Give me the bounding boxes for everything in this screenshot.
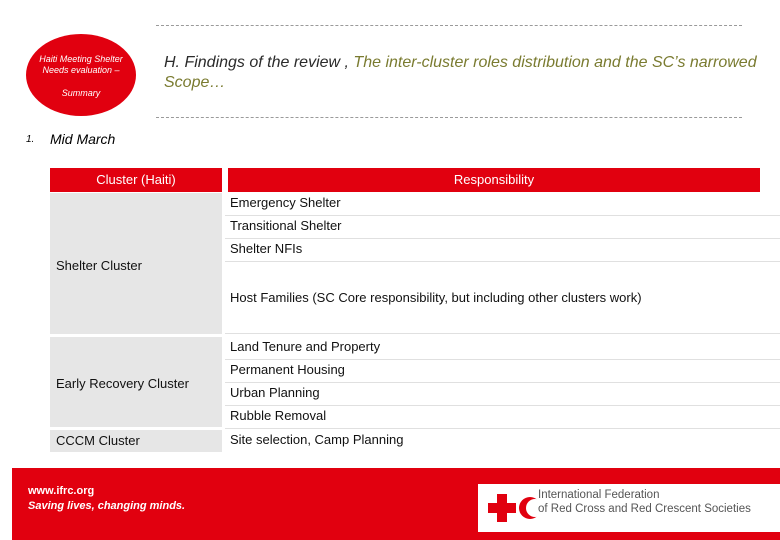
- responsibility-row: Shelter NFIs: [225, 241, 780, 262]
- subheading: Mid March: [50, 131, 116, 147]
- responsibility-row: Emergency Shelter: [225, 195, 780, 216]
- org-line-2: of Red Cross and Red Crescent Societies: [538, 503, 751, 515]
- responsibility-row: Host Families (SC Core responsibility, but including other clusters work): [225, 290, 780, 334]
- cluster-cell-cccm: [50, 430, 222, 452]
- responsibility-row: Permanent Housing: [225, 362, 780, 383]
- cluster-cell-early-recovery: [50, 337, 222, 427]
- column-header-cluster: Cluster (Haiti): [50, 168, 222, 192]
- badge-title: Haiti Meeting Shelter Needs evaluation –: [39, 54, 123, 75]
- footer-url-link[interactable]: www.ifrc.org: [28, 485, 95, 497]
- list-number: 1.: [26, 134, 35, 145]
- section-badge: [26, 34, 136, 116]
- page-title: [164, 53, 764, 93]
- responsibility-row: Rubble Removal: [225, 408, 780, 429]
- cluster-label: Shelter Cluster: [56, 258, 142, 273]
- cluster-cell-shelter: [50, 193, 222, 334]
- cluster-label: Early Recovery Cluster: [56, 376, 189, 391]
- ifrc-logo: [478, 484, 780, 532]
- ifrc-name: [538, 488, 751, 516]
- top-divider: [156, 25, 742, 26]
- org-line-1: International Federation: [538, 489, 660, 501]
- footer-bar: [12, 468, 780, 540]
- column-header-responsibility: Responsibility: [228, 168, 760, 192]
- red-cross-crescent-icon: [484, 488, 540, 528]
- title-rest: The inter-cluster roles distribution and the SC’s narrowed Scope…: [164, 54, 757, 91]
- title-lead: H. Findings of the review ,: [164, 54, 354, 71]
- responsibility-row: Land Tenure and Property: [225, 339, 780, 360]
- responsibility-row: Urban Planning: [225, 385, 780, 406]
- responsibility-row: Transitional Shelter: [225, 218, 780, 239]
- badge-subtitle: Summary: [61, 88, 101, 98]
- responsibility-row: Site selection, Camp Planning: [230, 432, 404, 447]
- cluster-label: CCCM Cluster: [56, 433, 140, 448]
- footer-tagline: Saving lives, changing minds.: [28, 500, 186, 512]
- title-divider: [156, 117, 742, 118]
